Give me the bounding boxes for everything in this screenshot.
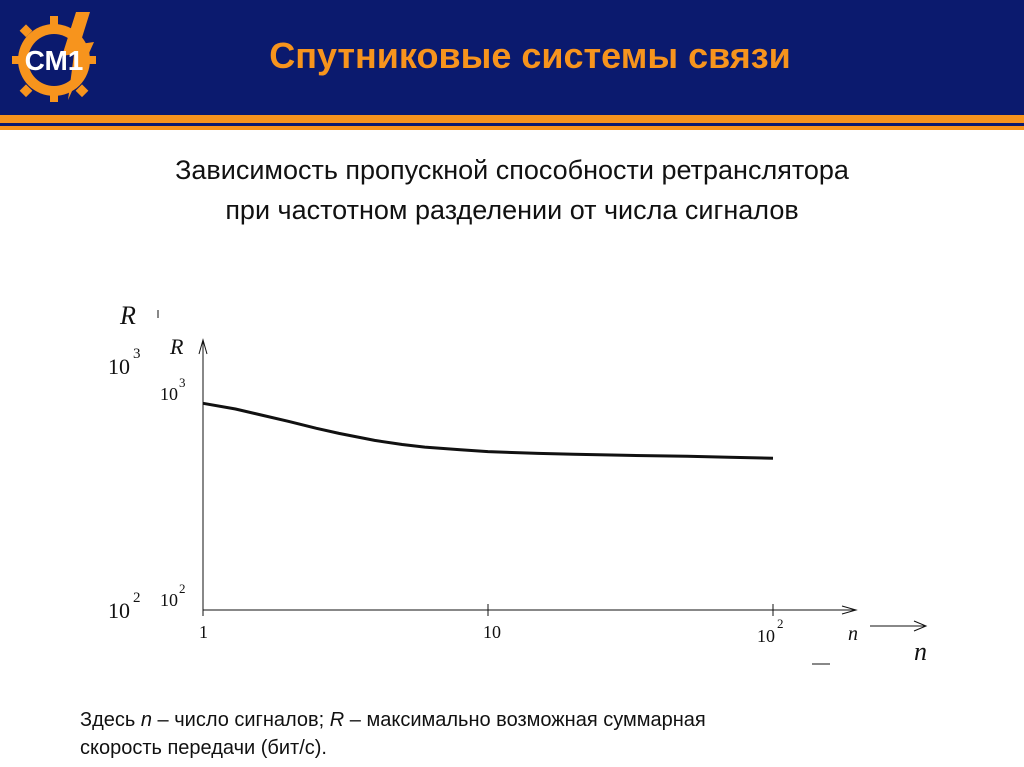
overlay-ytick-top-base: 10 [108, 354, 130, 379]
footnote-r: R [329, 709, 345, 731]
footnote-n: n [140, 709, 152, 731]
ytick-top-base: 10 [160, 384, 178, 404]
ytick-top-exp: 3 [179, 375, 186, 390]
overlay-n-label: n [914, 637, 927, 666]
subtitle-line-2: при частотном разделении от числа сигналов [225, 195, 799, 225]
xtick-label-100-exp: 2 [777, 616, 784, 631]
overlay-ytick-top-exp: 3 [133, 346, 141, 362]
xtick-label-1: 1 [199, 622, 208, 642]
footnote-mid1: – число сигналов; [151, 709, 330, 731]
ytick-bottom-base: 10 [160, 590, 178, 610]
footnote-line-2: скорость передачи (бит/с). [80, 737, 327, 759]
overlay-ytick-bottom-base: 10 [108, 598, 130, 623]
y-axis-label: R [170, 334, 184, 359]
overlay-ytick-bottom-exp: 2 [133, 590, 141, 606]
chart-subtitle [40, 150, 984, 230]
logo [10, 8, 106, 104]
header-stripe [0, 115, 1024, 123]
page-title: Спутниковые системы связи [269, 35, 791, 76]
subtitle-line-1: Зависимость пропускной способности ретранслятора [175, 155, 849, 185]
footnote-mid2: – максимально возможная суммарная [344, 709, 706, 731]
xtick-label-100-base: 10 [757, 626, 775, 646]
x-axis-label: n [848, 623, 858, 645]
footnote [80, 706, 980, 762]
series-line [203, 403, 773, 458]
xtick-label-10: 10 [483, 622, 501, 642]
logo-text: СМ1 [24, 45, 84, 76]
header-stripe-bottom [0, 126, 1024, 130]
chart [100, 290, 960, 670]
footnote-prefix: Здесь [80, 709, 141, 731]
ytick-bottom-exp: 2 [179, 581, 186, 596]
overlay-r-label: R [120, 301, 136, 330]
